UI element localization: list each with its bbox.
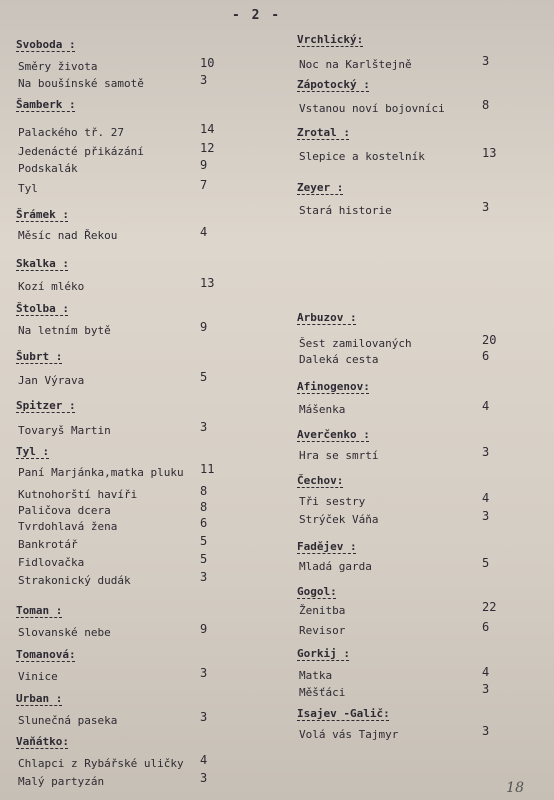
play-count: 3: [200, 73, 208, 87]
author-heading: Šubrt :: [16, 350, 63, 363]
play-count: 8: [200, 500, 208, 514]
play-title: Šest zamilovaných: [299, 337, 412, 350]
play-count: 3: [482, 724, 490, 738]
play-title: Noc na Karlštejně: [299, 58, 412, 71]
play-title: Měsíc nad Řekou: [18, 229, 118, 242]
play-title: Hra se smrtí: [299, 449, 379, 462]
play-count: 20: [482, 333, 497, 347]
play-count: 9: [200, 622, 208, 636]
play-count: 5: [200, 552, 208, 566]
play-title: Revisor: [299, 624, 346, 637]
author-heading: Isajev -Galič:: [297, 707, 390, 720]
play-title: Jedenácté přikázání: [18, 145, 144, 158]
play-count: 6: [482, 620, 490, 634]
play-title: Palackého tř. 27: [18, 126, 124, 139]
author-heading: Zrotal :: [297, 126, 350, 139]
play-title: Stará historie: [299, 204, 392, 217]
author-heading: Spitzer :: [16, 399, 76, 412]
play-count: 6: [482, 349, 490, 363]
author-heading: Gorkij :: [297, 647, 350, 660]
play-count: 13: [482, 146, 497, 160]
play-title: Vstanou noví bojovníci: [299, 102, 445, 115]
author-heading: Štolba :: [16, 302, 69, 315]
play-title: Měšťáci: [299, 686, 346, 699]
play-count: 4: [482, 665, 490, 679]
author-heading: Vaňátko:: [16, 735, 69, 748]
right-column: [277, 0, 547, 800]
play-count: 22: [482, 600, 497, 614]
play-title: Slovanské nebe: [18, 626, 111, 639]
play-count: 3: [200, 570, 208, 584]
play-count: 5: [200, 370, 208, 384]
author-heading: Svoboda :: [16, 38, 76, 51]
play-count: 5: [200, 534, 208, 548]
play-title: Slepice a kostelník: [299, 150, 425, 163]
play-title: Fidlovačka: [18, 556, 85, 569]
play-count: 6: [200, 516, 208, 530]
play-title: Chlapci z Rybářské uličky: [18, 757, 184, 770]
author-heading: Fadějev :: [297, 540, 357, 553]
author-heading: Vrchlický:: [297, 33, 364, 46]
play-count: 4: [200, 225, 208, 239]
play-title: Tři sestry: [299, 495, 366, 508]
play-count: 4: [482, 491, 490, 505]
play-title: Slunečná paseka: [18, 714, 118, 727]
author-heading: Zeyer :: [297, 181, 344, 194]
play-count: 11: [200, 462, 215, 476]
play-count: 13: [200, 276, 215, 290]
author-heading: Gogol:: [297, 585, 337, 598]
play-title: Malý partyzán: [18, 775, 105, 788]
play-count: 5: [482, 556, 490, 570]
play-title: Tyl: [18, 182, 38, 195]
play-count: 3: [200, 771, 208, 785]
play-count: 3: [482, 509, 490, 523]
author-heading: Tyl :: [16, 445, 50, 458]
play-title: Směry života: [18, 60, 98, 73]
play-count: 9: [200, 158, 208, 172]
play-count: 3: [482, 445, 490, 459]
play-count: 3: [482, 200, 490, 214]
play-count: 9: [200, 320, 208, 334]
play-count: 4: [200, 753, 208, 767]
author-heading: Averčenko :: [297, 428, 370, 441]
play-title: Strýček Váňa: [299, 513, 379, 526]
play-count: 14: [200, 122, 215, 136]
play-title: Strakonický dudák: [18, 574, 131, 587]
play-title: Na boušínské samotě: [18, 77, 144, 90]
play-count: 8: [482, 98, 490, 112]
play-count: 7: [200, 178, 208, 192]
author-heading: Šrámek :: [16, 208, 69, 221]
author-heading: Toman :: [16, 604, 63, 617]
play-count: 8: [200, 484, 208, 498]
play-title: Tvrdohlavá žena: [18, 520, 118, 533]
author-heading: Arbuzov :: [297, 311, 357, 324]
author-heading: Čechov:: [297, 474, 344, 487]
author-heading: Skalka :: [16, 257, 69, 270]
play-title: Mladá garda: [299, 560, 372, 573]
play-title: Na letním bytě: [18, 324, 111, 337]
play-count: 3: [482, 682, 490, 696]
author-heading: Šamberk :: [16, 98, 76, 111]
play-title: Matka: [299, 669, 333, 682]
play-title: Volá vás Tajmyr: [299, 728, 399, 741]
play-title: Mášenka: [299, 403, 346, 416]
play-title: Jan Výrava: [18, 374, 85, 387]
play-title: Kutnohorští havíři: [18, 488, 138, 501]
play-title: Ženitba: [299, 604, 346, 617]
left-column: [0, 0, 270, 800]
play-count: 4: [482, 399, 490, 413]
play-title: Paní Marjánka,matka pluku: [18, 466, 184, 479]
play-count: 3: [200, 710, 208, 724]
author-heading: Zápotocký :: [297, 78, 370, 91]
author-heading: Afinogenov:: [297, 380, 370, 393]
play-count: 10: [200, 56, 215, 70]
play-count: 3: [482, 54, 490, 68]
play-title: Podskalák: [18, 162, 78, 175]
play-title: Tovaryš Martin: [18, 424, 111, 437]
play-title: Vinice: [18, 670, 58, 683]
play-count: 12: [200, 141, 215, 155]
handwritten-page-mark: 18: [506, 780, 524, 796]
play-title: Bankrotář: [18, 538, 78, 551]
play-title: Daleká cesta: [299, 353, 379, 366]
author-heading: Tomanová:: [16, 648, 76, 661]
play-title: Paličova dcera: [18, 504, 111, 517]
author-heading: Urban :: [16, 692, 63, 705]
page-number: - 2 -: [232, 8, 282, 23]
play-count: 3: [200, 666, 208, 680]
play-title: Kozí mléko: [18, 280, 85, 293]
play-count: 3: [200, 420, 208, 434]
